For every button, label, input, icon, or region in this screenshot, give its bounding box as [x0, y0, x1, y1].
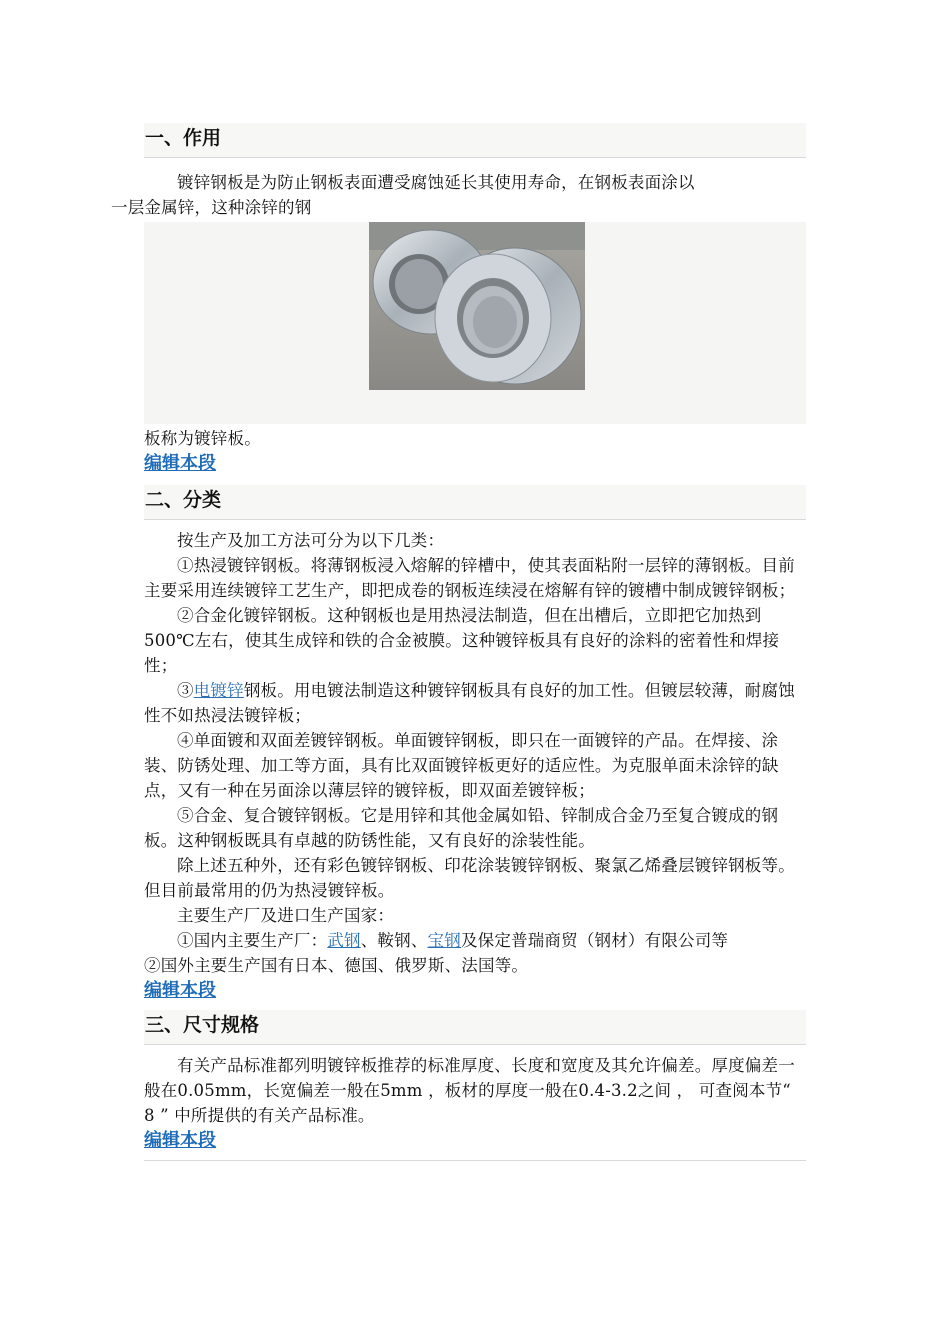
section-1-intro — [111, 170, 806, 220]
steel-coil-illustration — [369, 222, 585, 390]
domestic-prefix: ①国内主要生产厂： — [177, 931, 328, 950]
foreign-producers: ②国外主要生产国有日本、德国、俄罗斯、法国等。 — [144, 956, 529, 975]
domestic-producers — [144, 928, 806, 953]
type-3-text: 钢板。用电镀法制造这种镀锌钢板具有良好的加工性。但镀层较薄，耐腐蚀性不如热浸法镀锌板； — [144, 681, 795, 725]
edit-section-2-link[interactable]: 编辑本段 — [144, 980, 216, 1001]
wisco-link[interactable]: 武钢 — [327, 931, 361, 950]
section-heading-3: 三、尺寸规格 — [144, 1010, 806, 1045]
type-1-hot-dip: ①热浸镀锌钢板。将薄钢板浸入熔解的锌槽中，使其表面粘附一层锌的薄钢板。目前主要采用连续镀锌工艺生产，即把成卷的钢板连续浸在熔解有锌的镀槽中制成镀锌钢板； — [144, 556, 796, 600]
article — [111, 123, 806, 1161]
intro-line-1: 镀锌钢板是为防止钢板表面遭受腐蚀延长其使用寿命，在钢板表面涂以 — [177, 173, 695, 192]
type-5-composite: ⑤合金、复合镀锌钢板。它是用锌和其他金属如铅、锌制成合金乃至复合镀成的钢板。这种钢板既具有卓越的防锈性能，又有良好的涂装性能。 — [144, 806, 779, 850]
baosteel-link[interactable]: 宝钢 — [427, 931, 461, 950]
type-3-electro — [144, 678, 806, 728]
electro-galvanizing-link[interactable]: 电镀锌 — [193, 681, 244, 700]
section-heading-2: 二、分类 — [144, 485, 806, 520]
type-4-single-side: ④单面镀和双面差镀锌钢板。单面镀锌钢板，即只在一面镀锌的产品。在焊接、涂装、防锈处理、加工等方面，具有比双面镀锌板更好的适应性。为克服单面未涂锌的缺点，又有一种在另面涂以薄层锌的镀锌板，即双面差镀锌板； — [144, 731, 779, 800]
type-2-alloyed: ②合金化镀锌钢板。这种钢板也是用热浸法制造，但在出槽后，立即把它加热到500℃左右，使其生成锌和铁的合金被膜。这种镀锌板具有良好的涂料的密着性和焊接性； — [144, 606, 780, 675]
type-3-prefix: ③ — [177, 681, 194, 700]
image-panel — [144, 222, 806, 424]
domestic-mid: 、鞍钢、 — [360, 931, 428, 950]
producers-intro: 主要生产厂及进口生产国家： — [177, 906, 395, 925]
intro-line-2: 一层金属锌，这种涂锌的钢 — [111, 198, 312, 217]
section-heading-1: 一、作用 — [144, 123, 806, 158]
size-spec-text: 有关产品标准都列明镀锌板推荐的标准厚度、长度和宽度及其允许偏差。厚度偏差一般在0.05mm，长宽偏差一般在5mm ，板材的厚度一般在0.4-3.2之间 ， 可查阅本节“ 8 ” 中所提供的有关产品标准。 — [144, 1056, 795, 1125]
domestic-rest: 及保定普瑞商贸（钢材）有限公司等 — [460, 931, 729, 950]
steel-coil-image — [369, 222, 585, 390]
bottom-divider — [144, 1154, 806, 1161]
other-types: 除上述五种外，还有彩色镀锌钢板、印花涂装镀锌钢板、聚氯乙烯叠层镀锌钢板等。但目前最常用的仍为热浸镀锌板。 — [144, 856, 795, 900]
classification-intro: 按生产及加工方法可分为以下几类： — [177, 531, 445, 550]
section-2-body — [144, 528, 806, 978]
edit-section-3-link[interactable]: 编辑本段 — [144, 1130, 216, 1151]
edit-section-1-link[interactable]: 编辑本段 — [144, 453, 216, 474]
section-1-after-image: 板称为镀锌板。 — [144, 429, 261, 448]
